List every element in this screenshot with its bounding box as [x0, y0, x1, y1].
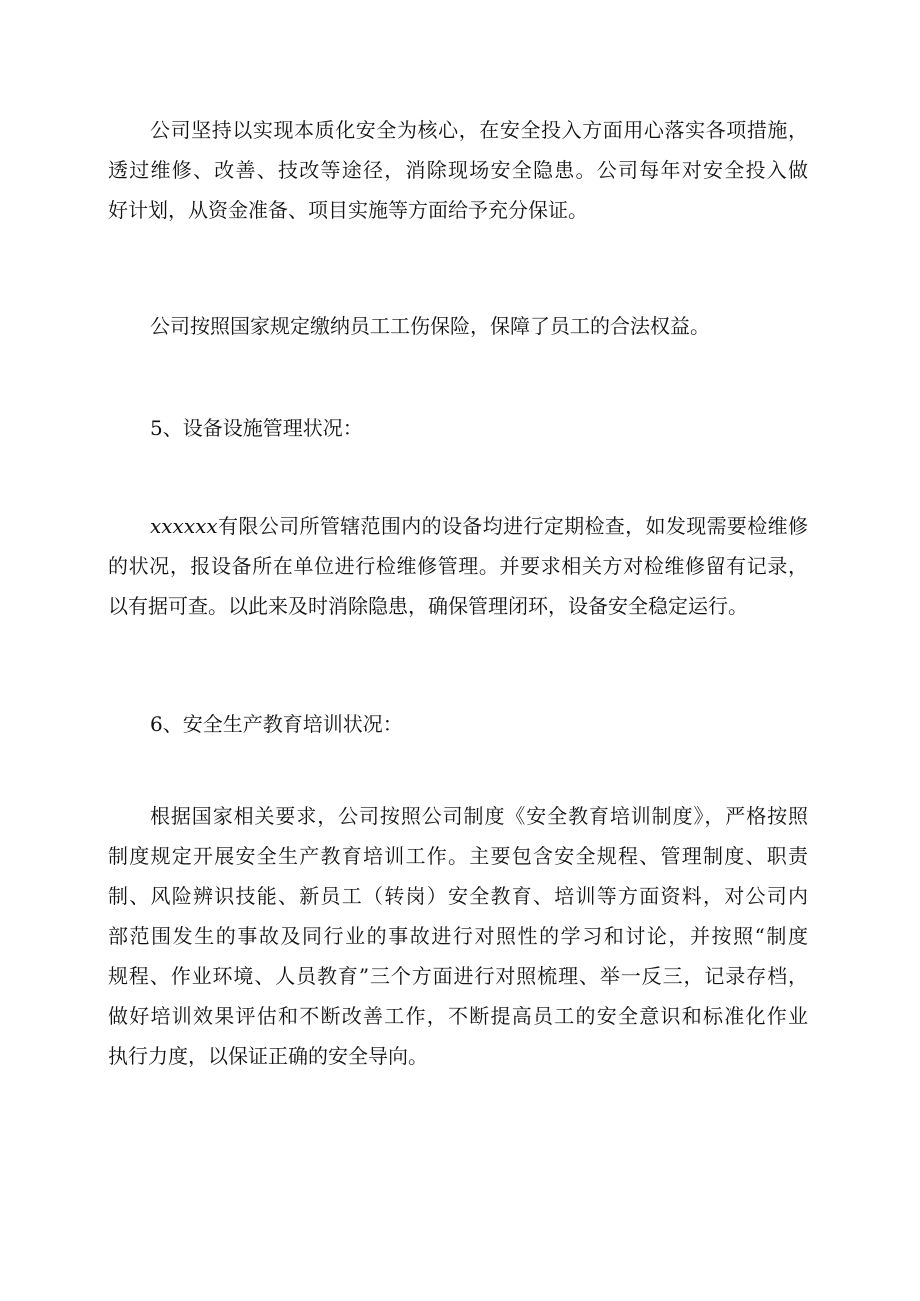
paragraph-injury-insurance: 公司按照国家规定缴纳员工工伤保险，保障了员工的合法权益。	[150, 314, 710, 338]
paragraph-safety-investment	[108, 110, 808, 230]
section-heading-5: 5、设备设施管理状况：	[150, 416, 363, 440]
paragraph-line-text: 有限公司所管辖范围内的设备均进行定期检查，如发现需要检维修	[217, 514, 808, 538]
paragraph-equipment-management	[108, 506, 808, 626]
paragraph-line: 好计划，从资金准备、项目实施等方面给予充分保证。	[108, 198, 588, 222]
company-placeholder: xxxxxx	[150, 514, 218, 538]
paragraph-line: 公司坚持以实现本质化安全为核心，在安全投入方面用心落实各项措施，	[150, 118, 808, 142]
paragraph-line: 制度规定开展安全生产教育培训工作。主要包含安全规程、管理制度、职责	[108, 844, 808, 868]
section-heading-6: 6、安全生产教育培训状况：	[150, 712, 403, 736]
paragraph-line: 根据国家相关要求，公司按照公司制度《安全教育培训制度》，严格按照	[150, 804, 808, 828]
paragraph-line: 规程、作业环境、人员教育”三个方面进行对照梳理、举一反三，记录存档，	[108, 964, 808, 988]
paragraph-line: 以有据可查。以此来及时消除隐患，确保管理闭环，设备安全稳定运行。	[108, 594, 748, 618]
paragraph-line	[108, 506, 808, 546]
paragraph-line: 执行力度，以保证正确的安全导向。	[108, 1044, 428, 1068]
paragraph-line: 透过维修、改善、技改等途径，消除现场安全隐患。公司每年对安全投入做	[108, 158, 808, 182]
paragraph-line: 做好培训效果评估和不断改善工作，不断提高员工的安全意识和标准化作业	[108, 1004, 808, 1028]
paragraph-safety-training	[108, 796, 808, 1076]
paragraph-line: 制、风险辨识技能、新员工（转岗）安全教育、培训等方面资料，对公司内	[108, 884, 808, 908]
paragraph-line: 部范围发生的事故及同行业的事故进行对照性的学习和讨论，并按照“制度	[108, 924, 808, 948]
paragraph-line: 的状况，报设备所在单位进行检维修管理。并要求相关方对检维修留有记录，	[108, 554, 808, 578]
